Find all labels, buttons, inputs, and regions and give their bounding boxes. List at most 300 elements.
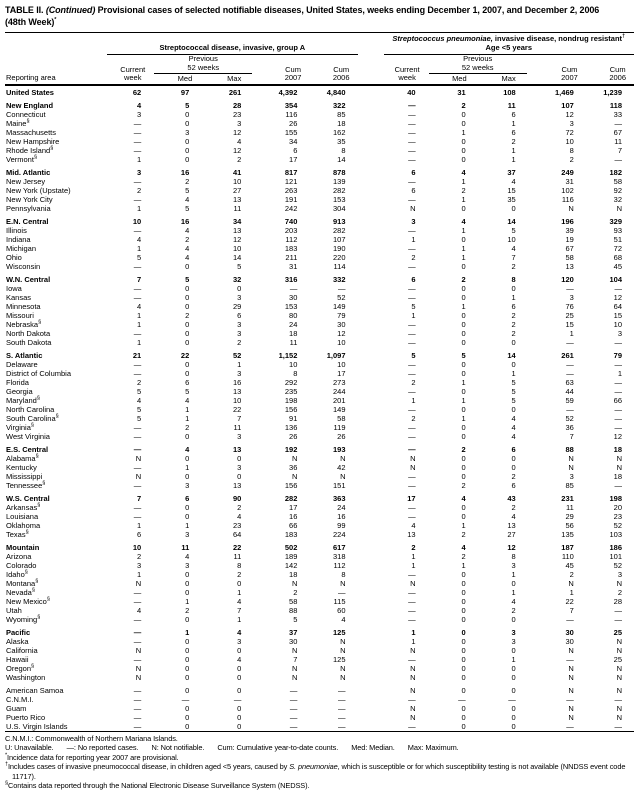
cell-a-max: 0	[237, 578, 242, 588]
cell-b-cum-2007: N	[568, 578, 574, 588]
reporting-area-cell: Pacific	[6, 627, 31, 637]
cell-b-cum-2007: —	[566, 359, 574, 369]
table-row	[5, 284, 634, 293]
cell-b-max: 2	[511, 261, 516, 271]
cell-a-cum-2006: 79	[337, 310, 346, 320]
spacer	[358, 85, 384, 97]
cell-b-max: 0	[511, 685, 516, 695]
cell-a-cum-2006: 112	[333, 560, 346, 570]
table-row	[5, 503, 634, 512]
table-row	[5, 704, 634, 713]
cell-b-cum-2007: 44	[565, 386, 574, 396]
cell-b-current-week: 1	[411, 560, 416, 570]
cell-b-current-week: —	[408, 328, 416, 338]
cell-a-max: 22	[232, 404, 242, 414]
cell-a-med: 0	[185, 328, 190, 338]
table-row	[5, 655, 634, 664]
cell-a-current-week: 4	[137, 301, 142, 311]
cell-b-current-week: —	[408, 721, 416, 731]
cell-b-cum-2006: N	[616, 645, 622, 655]
cell-a-cum-2007: 66	[289, 520, 298, 530]
spacer	[358, 530, 384, 539]
cell-a-max: 11	[233, 422, 242, 432]
col-header-cum-2006-b: Cum 2006	[586, 55, 634, 85]
spacer	[358, 320, 384, 329]
cell-a-cum-2007: 316	[284, 274, 298, 284]
cell-b-current-week: N	[410, 453, 416, 463]
cell-b-med: 2	[461, 529, 466, 539]
cell-a-med: 4	[185, 395, 190, 405]
spacer	[358, 101, 384, 110]
table-row	[5, 186, 634, 195]
cell-b-cum-2007: 88	[565, 444, 574, 454]
cell-a-cum-2007: 156	[284, 480, 298, 490]
reporting-area-cell: New Jersey	[6, 176, 46, 186]
reporting-area-cell: Maryland§	[6, 395, 40, 405]
cell-a-cum-2007: 31	[289, 261, 298, 271]
cell-b-med: 5	[461, 350, 466, 360]
cell-a-cum-2006: 12	[337, 328, 346, 338]
cell-b-med: 0	[461, 145, 466, 155]
table-row	[5, 463, 634, 472]
cell-b-cum-2006: 7	[617, 145, 622, 155]
cell-a-cum-2007: —	[289, 283, 298, 293]
cell-b-current-week: N	[410, 462, 416, 472]
cell-b-cum-2007: 45	[565, 560, 574, 570]
cell-a-cum-2007: 136	[284, 422, 298, 432]
cell-b-current-week: —	[408, 422, 416, 432]
cell-b-med: 2	[461, 100, 466, 110]
cell-a-cum-2006: 24	[337, 502, 346, 512]
cell-b-med: 0	[461, 431, 466, 441]
spacer	[358, 293, 384, 302]
cell-b-cum-2007: 7	[569, 431, 574, 441]
cell-a-cum-2007: 242	[284, 203, 298, 213]
cell-b-max: 0	[511, 404, 516, 414]
cell-a-med: 16	[180, 216, 190, 226]
cell-a-max: 13	[232, 386, 242, 396]
cell-a-current-week: 1	[137, 337, 142, 347]
spacer	[358, 695, 384, 704]
cell-a-current-week: —	[133, 614, 142, 624]
table-row	[5, 85, 634, 97]
spacer	[358, 414, 384, 423]
cell-a-cum-2007: 189	[284, 551, 298, 561]
cell-b-med: 1	[461, 225, 466, 235]
cell-b-max: 8	[511, 551, 516, 561]
footnotes	[5, 732, 634, 790]
cell-b-med: 0	[461, 234, 466, 244]
cell-a-med: 0	[185, 292, 190, 302]
spacer	[358, 128, 384, 137]
cell-a-max: 1	[237, 614, 242, 624]
cell-a-med: 0	[185, 703, 190, 713]
cell-b-current-week: N	[410, 663, 416, 673]
cell-a-cum-2006: 8	[341, 569, 346, 579]
cell-a-med: 4	[185, 551, 190, 561]
table-row	[5, 423, 634, 432]
cell-a-med: 0	[185, 453, 190, 463]
cell-a-cum-2007: 116	[285, 109, 298, 119]
cell-b-med: 0	[461, 636, 466, 646]
cell-a-med: 0	[185, 359, 190, 369]
table-row	[5, 646, 634, 655]
cell-b-cum-2006: 93	[613, 225, 622, 235]
spacer	[358, 253, 384, 262]
cell-a-current-week: —	[133, 225, 142, 235]
cell-b-cum-2006: —	[614, 359, 622, 369]
cell-b-current-week: —	[408, 292, 416, 302]
cell-b-cum-2007: 1,469	[555, 87, 574, 97]
cell-b-cum-2007: 110	[561, 551, 574, 561]
reporting-area-cell: Georgia	[6, 386, 33, 396]
cell-a-med: 4	[185, 225, 190, 235]
cell-b-med: 0	[461, 368, 466, 378]
spacer	[358, 369, 384, 378]
cell-a-current-week: —	[133, 328, 142, 338]
cell-b-cum-2007: 231	[561, 493, 574, 503]
cell-b-cum-2007: 2	[569, 154, 574, 164]
cell-a-cum-2007: 354	[284, 100, 298, 110]
reporting-area-cell: U.S. Virgin Islands	[6, 721, 68, 731]
cell-b-cum-2006: 3	[617, 569, 622, 579]
cell-a-med: 97	[180, 87, 190, 97]
cell-b-max: —	[508, 694, 516, 704]
cell-a-med: 0	[185, 587, 190, 597]
cell-a-cum-2007: N	[291, 453, 298, 463]
cell-b-max: 5	[511, 377, 516, 387]
spacer	[358, 186, 384, 195]
cell-b-cum-2006: —	[614, 386, 622, 396]
table-row	[5, 235, 634, 244]
cell-b-max: 4	[511, 511, 516, 521]
cell-b-max: 0	[511, 578, 516, 588]
table-row	[5, 329, 634, 338]
cell-b-med: 0	[461, 627, 466, 637]
cell-b-cum-2006: 10	[613, 319, 622, 329]
cell-a-med: 1	[185, 462, 190, 472]
cell-a-med: 0	[185, 685, 190, 695]
cell-a-cum-2007: N	[291, 578, 298, 588]
cell-b-cum-2006: 12	[613, 292, 622, 302]
table-row	[5, 713, 634, 722]
table-row	[5, 481, 634, 490]
cell-b-cum-2006: 103	[609, 529, 622, 539]
cell-a-med: 0	[185, 636, 190, 646]
table-row	[5, 521, 634, 530]
cell-a-med: 1	[185, 596, 190, 606]
reporting-area-cell: Colorado	[6, 560, 37, 570]
cell-a-cum-2007: 30	[289, 636, 298, 646]
table-title-line2: (48th Week)*	[5, 16, 57, 27]
cell-a-cum-2007: 17	[289, 154, 298, 164]
reporting-area-cell: W.S. Central	[6, 493, 50, 503]
cell-b-cum-2006: —	[614, 283, 622, 293]
cell-b-med: 1	[461, 560, 466, 570]
reporting-area-cell: North Carolina	[6, 404, 55, 414]
cell-a-cum-2007: 155	[284, 127, 298, 137]
spacer	[358, 275, 384, 284]
cell-b-cum-2006: 51	[613, 234, 622, 244]
cell-b-cum-2006: —	[614, 480, 622, 490]
footnote-cnmi: C.N.M.I.: Commonwealth of Northern Mariana Islands.	[5, 733, 178, 743]
cell-a-cum-2007: 198	[284, 395, 298, 405]
cell-b-current-week: —	[408, 337, 416, 347]
cell-a-cum-2007: 292	[284, 377, 298, 387]
cell-a-max: 13	[232, 480, 242, 490]
cell-b-current-week: —	[408, 118, 416, 128]
cell-a-max: 0	[237, 672, 242, 682]
cell-a-current-week: —	[133, 694, 142, 704]
reporting-area-cell: South Dakota	[6, 337, 52, 347]
cell-b-cum-2007: 31	[565, 176, 574, 186]
cell-b-max: 12	[507, 542, 516, 552]
cell-b-cum-2007: N	[568, 712, 574, 722]
cell-a-cum-2006: 273	[333, 377, 346, 387]
cell-b-cum-2007: N	[568, 663, 574, 673]
spacer	[358, 244, 384, 253]
cell-b-cum-2006: 33	[613, 109, 622, 119]
cell-a-current-week: —	[133, 444, 142, 454]
cell-b-max: 0	[511, 359, 516, 369]
cell-a-med: 0	[185, 109, 190, 119]
cell-a-current-week: N	[135, 453, 142, 463]
legend-item: N: Not notifiable.	[151, 743, 205, 753]
cell-a-cum-2006: 18	[337, 118, 346, 128]
cell-b-current-week: 1	[411, 551, 416, 561]
cell-b-current-week: —	[408, 502, 416, 512]
reporting-area-cell: Virginia§	[6, 422, 34, 432]
cell-b-med: 0	[461, 672, 466, 682]
cell-b-cum-2007: 63	[565, 377, 574, 387]
table-row	[5, 204, 634, 213]
cell-a-cum-2007: 142	[284, 560, 298, 570]
cell-a-cum-2007: 183	[284, 529, 298, 539]
spacer	[358, 405, 384, 414]
cell-a-med: 6	[185, 493, 190, 503]
cell-a-cum-2007: 502	[284, 542, 298, 552]
cell-b-cum-2006: 118	[609, 100, 622, 110]
cell-b-med: 0	[461, 453, 466, 463]
cell-a-max: 0	[237, 685, 242, 695]
cell-a-max: 28	[232, 100, 242, 110]
cell-a-max: 10	[232, 243, 242, 253]
cell-b-cum-2006: 23	[613, 511, 622, 521]
cell-b-current-week: N	[410, 685, 416, 695]
cell-a-cum-2006: 52	[337, 292, 346, 302]
cell-a-max: 4	[237, 136, 242, 146]
cell-a-cum-2006: 913	[333, 216, 346, 226]
group-b-header	[384, 33, 634, 55]
cell-b-max: 10	[507, 234, 516, 244]
cell-a-cum-2007: 18	[289, 569, 298, 579]
cell-b-current-week: —	[408, 511, 416, 521]
reporting-area-cell: Maine§	[6, 118, 30, 128]
cell-b-current-week: N	[410, 712, 416, 722]
spacer	[358, 235, 384, 244]
cell-b-current-week: —	[408, 283, 416, 293]
cell-a-med: 4	[185, 252, 190, 262]
cell-a-current-week: 1	[137, 520, 142, 530]
cell-a-max: 4	[237, 627, 242, 637]
cell-b-med: 0	[461, 703, 466, 713]
cell-a-current-week: 1	[137, 203, 142, 213]
cell-a-med: 2	[185, 605, 190, 615]
cell-b-cum-2006: —	[614, 154, 622, 164]
spacer	[358, 396, 384, 405]
spacer	[358, 481, 384, 490]
cell-b-current-week: —	[408, 587, 416, 597]
cell-a-med: 11	[181, 542, 190, 552]
cell-a-max: 0	[237, 471, 242, 481]
reporting-area-cell: Wisconsin	[6, 261, 41, 271]
table-row	[5, 512, 634, 521]
cell-a-cum-2007: N	[291, 645, 298, 655]
cell-b-cum-2007: 19	[565, 234, 574, 244]
group-a-header: Streptococcal disease, invasive, group A	[107, 33, 357, 55]
cell-a-max: 8	[237, 560, 242, 570]
cell-a-med: 0	[185, 136, 190, 146]
cell-b-cum-2007: 102	[561, 185, 574, 195]
cell-a-current-week: 62	[132, 87, 142, 97]
cell-a-med: 4	[185, 194, 190, 204]
cell-b-med: 0	[461, 614, 466, 624]
table-row	[5, 588, 634, 597]
cell-a-current-week: —	[133, 136, 142, 146]
table-row	[5, 543, 634, 552]
table-row	[5, 275, 634, 284]
cell-b-cum-2007: 10	[565, 136, 574, 146]
reporting-area-cell: Washington	[6, 672, 46, 682]
cell-b-med: 0	[461, 154, 466, 164]
reporting-area-cell: Rhode Island§	[6, 145, 54, 155]
cell-b-med: 0	[461, 292, 466, 302]
spacer	[358, 284, 384, 293]
table-row	[5, 445, 634, 454]
cell-b-current-week: 17	[407, 493, 416, 503]
cell-a-max: —	[233, 694, 242, 704]
reporting-area-cell: Oregon§	[6, 663, 35, 673]
spacer	[358, 423, 384, 432]
cell-b-max: 4	[511, 243, 516, 253]
cell-b-cum-2007: 135	[561, 529, 574, 539]
reporting-area-header: Reporting area	[5, 55, 107, 85]
cell-a-med: 1	[185, 520, 190, 530]
cell-a-cum-2007: 80	[289, 310, 298, 320]
cell-b-med: 0	[461, 471, 466, 481]
legend-item: —: No reported cases.	[66, 743, 139, 753]
cell-a-current-week: —	[133, 712, 142, 722]
cell-a-med: 4	[185, 444, 190, 454]
reporting-area-cell: Illinois	[6, 225, 27, 235]
cell-a-max: 0	[237, 721, 242, 731]
cell-a-current-week: —	[133, 368, 142, 378]
cell-a-cum-2007: 34	[289, 136, 298, 146]
cell-a-max: 5	[237, 261, 242, 271]
cell-b-current-week: N	[410, 578, 416, 588]
cell-b-med: 2	[461, 274, 466, 284]
cell-b-current-week: —	[408, 225, 416, 235]
reporting-area-cell: Nevada§	[6, 587, 35, 597]
cell-a-current-week: 4	[137, 395, 142, 405]
spacer	[358, 579, 384, 588]
cell-b-current-week: 1	[411, 627, 416, 637]
cell-a-med: 5	[185, 386, 190, 396]
cell-a-current-week: 2	[137, 185, 142, 195]
cell-a-cum-2007: —	[289, 712, 298, 722]
cell-b-med: —	[458, 694, 466, 704]
cell-b-cum-2006: —	[614, 614, 622, 624]
cell-b-cum-2006: 20	[613, 502, 622, 512]
cell-a-cum-2006: 4	[341, 614, 346, 624]
cell-b-cum-2006: 15	[613, 310, 622, 320]
cell-a-cum-2007: 6	[293, 145, 298, 155]
spacer	[358, 552, 384, 561]
cell-b-max: 5	[511, 225, 516, 235]
cell-b-cum-2006: 52	[613, 520, 622, 530]
cell-b-med: 1	[461, 301, 466, 311]
cell-b-med: 0	[461, 404, 466, 414]
cell-b-cum-2007: 15	[565, 319, 574, 329]
cell-a-cum-2006: 60	[337, 605, 346, 615]
cell-b-cum-2006: 64	[613, 301, 622, 311]
cell-a-med: 0	[185, 654, 190, 664]
cell-b-max: 1	[511, 654, 516, 664]
table-title-line1: TABLE II. (Continued) Provisional cases of selected notifiable diseases, United States, weeks ending December 1, 2007, and December 2, 2006	[5, 5, 600, 15]
cell-a-med: 0	[185, 511, 190, 521]
cell-a-max: 3	[237, 431, 242, 441]
reporting-area-cell: Idaho§	[6, 569, 28, 579]
cell-b-current-week: 1	[411, 234, 416, 244]
cell-a-cum-2006: 201	[333, 395, 346, 405]
cell-b-current-week: —	[408, 243, 416, 253]
cell-a-med: 0	[185, 578, 190, 588]
table-title	[5, 5, 634, 28]
cell-b-cum-2007: N	[568, 645, 574, 655]
reporting-area-cell: Mississippi	[6, 471, 43, 481]
cell-a-med: 0	[185, 672, 190, 682]
cell-b-max: 2	[511, 471, 516, 481]
reporting-area-cell: New Mexico§	[6, 596, 50, 606]
cell-b-max: 1	[511, 154, 516, 164]
cell-b-med: 1	[461, 243, 466, 253]
table-row	[5, 387, 634, 396]
cell-a-current-week: —	[133, 502, 142, 512]
cell-b-cum-2006: N	[616, 672, 622, 682]
spacer	[358, 472, 384, 481]
cell-b-med: 0	[461, 118, 466, 128]
cell-b-max: 43	[507, 493, 516, 503]
cell-a-max: 11	[233, 203, 242, 213]
cell-a-cum-2006: N	[340, 645, 346, 655]
cell-a-cum-2007: 30	[289, 292, 298, 302]
cell-a-max: 64	[232, 529, 242, 539]
reporting-area-cell: Louisiana	[6, 511, 39, 521]
cell-b-max: 1	[511, 118, 516, 128]
cell-b-max: 2	[511, 502, 516, 512]
cell-a-med: 3	[185, 560, 190, 570]
cell-b-cum-2007: —	[566, 654, 574, 664]
cell-b-med: 0	[461, 319, 466, 329]
cell-a-max: 1	[237, 359, 242, 369]
cell-b-cum-2007: 58	[565, 252, 574, 262]
cell-b-cum-2007: —	[566, 337, 574, 347]
cell-a-current-week: 3	[137, 167, 142, 177]
cell-a-max: 0	[237, 703, 242, 713]
cell-b-current-week: N	[410, 672, 416, 682]
cell-a-max: 52	[232, 350, 242, 360]
cell-b-cum-2007: 196	[561, 216, 574, 226]
